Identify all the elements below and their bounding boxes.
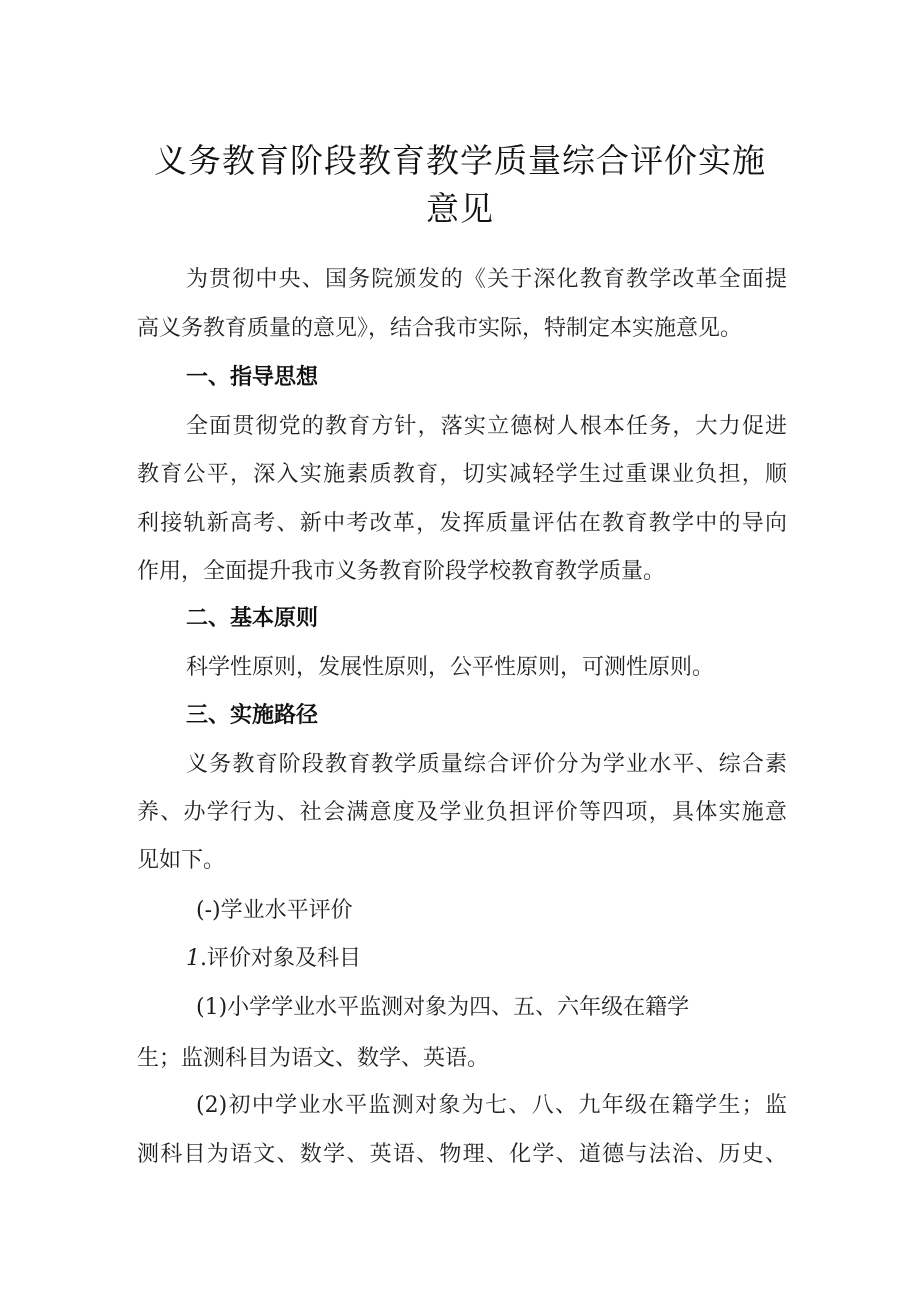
section-3-line-1: 义务教育阶段教育教学质量综合评价分为学业水平、综合素 xyxy=(186,752,787,777)
section-1-line-3: 利接轨新高考、新中考改革，发挥质量评估在教育教学中的导向 xyxy=(137,511,787,536)
section-1-line-1: 全面贯彻党的教育方针，落实立德树人根本任务，大力促进 xyxy=(186,414,787,439)
paragraph-2-line-2: 测科目为语文、数学、英语、物理、化学、道德与法治、历史、 xyxy=(137,1142,787,1167)
section-1-line-2: 教育公平，深入实施素质教育，切实减轻学生过重课业负担，顺 xyxy=(137,462,787,487)
section-2-heading: 二、基本原则 xyxy=(186,606,319,631)
document-title-line-2: 意见 xyxy=(426,189,494,228)
section-3-line-3: 见如下。 xyxy=(137,848,226,873)
item-number: 1 xyxy=(186,946,200,971)
subsection-heading: (-)学业水平评价 xyxy=(196,898,353,923)
section-1-line-4: 作用，全面提升我市义务教育阶段学校教育教学质量。 xyxy=(137,559,666,584)
section-2-line-1: 科学性原则，发展性原则，公平性原则，可测性原则。 xyxy=(186,655,715,680)
section-1-heading: 一、指导思想 xyxy=(186,365,319,390)
paragraph-2-line-1: (2)初中学业水平监测对象为七、八、九年级在籍学生；监 xyxy=(196,1093,787,1118)
document-title-line-1: 义务教育阶段教育教学质量综合评价实施 xyxy=(154,141,766,180)
paragraph-1-line-1: (1)小学学业水平监测对象为四、五、六年级在籍学 xyxy=(196,995,690,1020)
intro-line-2: 高义务教育质量的意见》，结合我市实际，特制定本实施意见。 xyxy=(137,316,743,341)
item-title-text: .评价对象及科目 xyxy=(200,946,361,971)
intro-line-1: 为贯彻中央、国务院颁发的《关于深化教育教学改革全面提 xyxy=(186,267,787,292)
item-1-title xyxy=(186,941,361,972)
section-3-line-2: 养、办学行为、社会满意度及学业负担评价等四项，具体实施意 xyxy=(137,800,787,825)
section-3-heading: 三、实施路径 xyxy=(186,703,319,728)
paragraph-1-line-2: 生；监测科目为语文、数学、英语。 xyxy=(137,1046,490,1071)
